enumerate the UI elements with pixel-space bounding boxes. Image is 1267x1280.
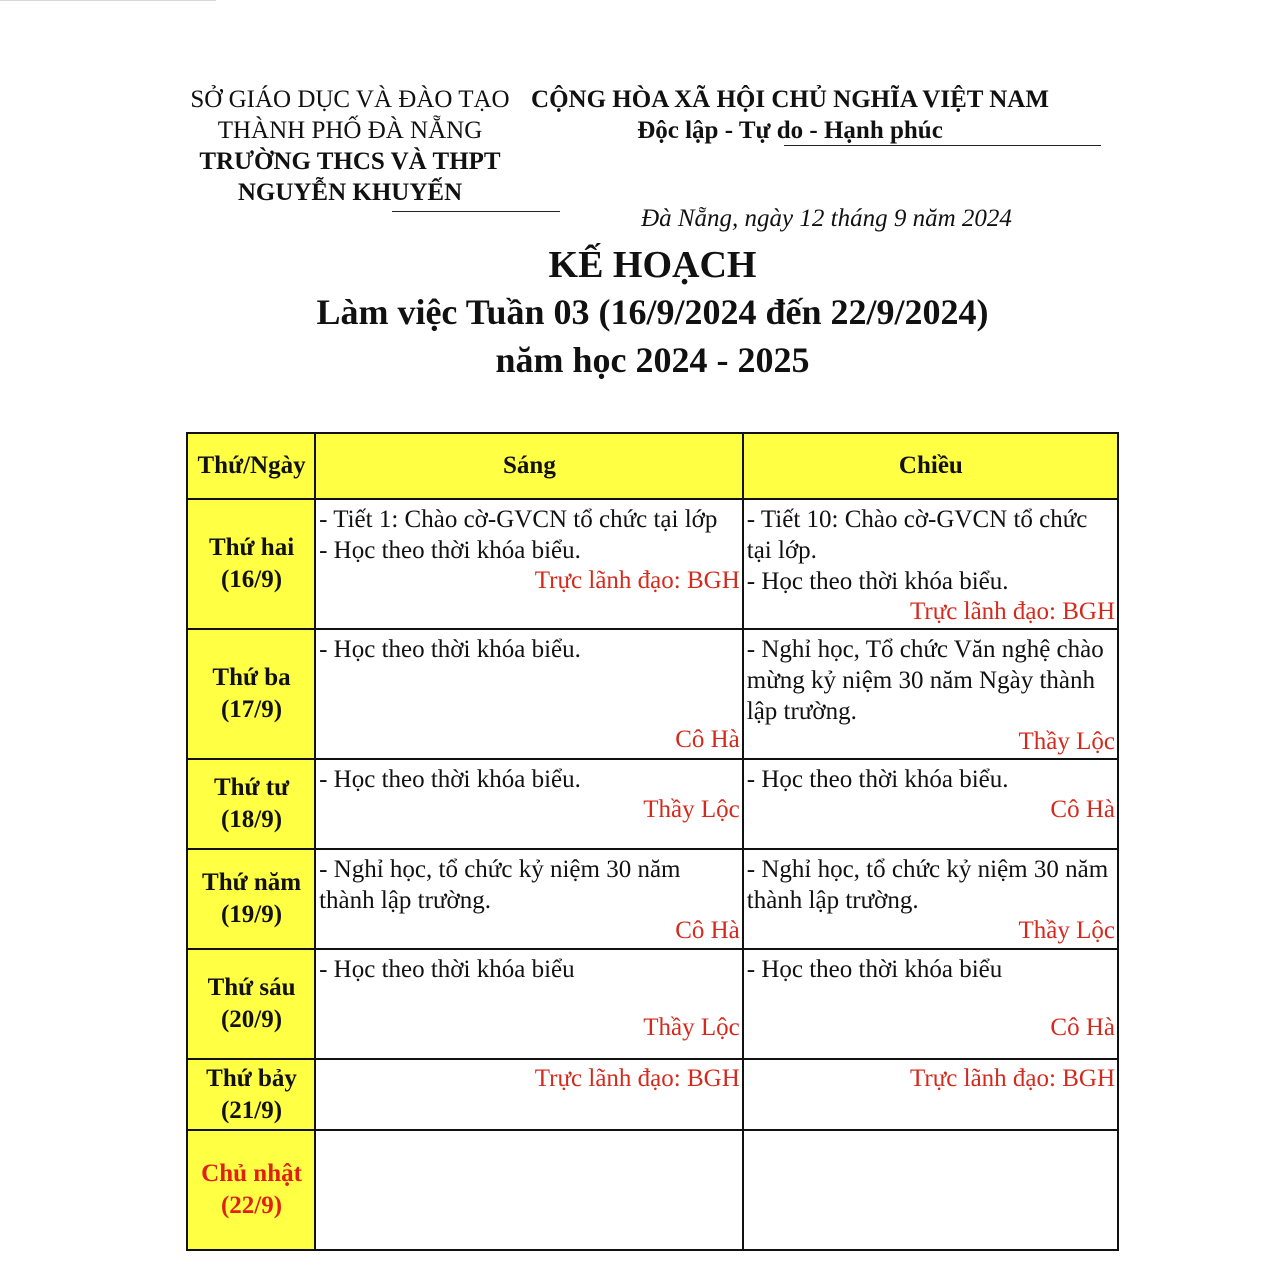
morning-activity: - Học theo thời khóa biểu bbox=[319, 956, 575, 983]
table-header-row bbox=[187, 433, 1118, 499]
table-row bbox=[187, 759, 1118, 849]
afternoon-activity: - Tiết 10: Chào cờ-GVCN tổ chức tại lớp. bbox=[746, 506, 1088, 564]
day-cell bbox=[187, 949, 315, 1059]
morning-duty-person: Trực lãnh đạo: BGH bbox=[534, 567, 740, 594]
title-school-year: năm học 2024 - 2025 bbox=[495, 340, 810, 380]
morning-duty-person: Cô Hà bbox=[675, 917, 740, 944]
header-day: Thứ/Ngày bbox=[187, 433, 315, 499]
afternoon-cell bbox=[743, 849, 1118, 949]
table-row bbox=[187, 949, 1118, 1059]
afternoon-cell bbox=[743, 759, 1118, 849]
day-name: Chủ nhật bbox=[201, 1160, 302, 1187]
day-name: Thứ bảy bbox=[206, 1064, 297, 1092]
day-date: (19/9) bbox=[220, 901, 283, 928]
day-cell bbox=[187, 1130, 315, 1250]
day-name: Thứ tư bbox=[213, 774, 290, 801]
morning-activity: - Học theo thời khóa biểu. bbox=[319, 537, 581, 564]
afternoon-duty-person: Cô Hà bbox=[1050, 796, 1115, 823]
issuer-block bbox=[150, 84, 550, 208]
afternoon-duty-person: Cô Hà bbox=[1050, 1014, 1115, 1041]
table-row bbox=[187, 1130, 1118, 1250]
afternoon-activity: - Học theo thời khóa biểu. bbox=[746, 766, 1009, 793]
morning-cell bbox=[315, 1130, 743, 1250]
weekly-schedule-table bbox=[186, 432, 1119, 1251]
document-date: Đà Nẵng, ngày 12 tháng 9 năm 2024 bbox=[641, 205, 1012, 232]
morning-cell bbox=[315, 949, 743, 1059]
afternoon-duty-person: Trực lãnh đạo: BGH bbox=[910, 1065, 1115, 1092]
table-row bbox=[187, 849, 1118, 949]
day-date: (18/9) bbox=[220, 806, 283, 833]
school-name-line2: NGUYỄN KHUYẾN bbox=[237, 179, 463, 206]
morning-activity: - Học theo thời khóa biểu. bbox=[319, 766, 581, 793]
day-cell bbox=[187, 759, 315, 849]
morning-cell bbox=[315, 1059, 743, 1130]
day-date: (16/9) bbox=[220, 566, 283, 593]
table-row bbox=[187, 629, 1118, 759]
day-name: Thứ ba bbox=[212, 664, 291, 691]
afternoon-duty-person: Thầy Lộc bbox=[1018, 917, 1115, 944]
day-name: Thứ sáu bbox=[207, 974, 296, 1001]
issuer-city: THÀNH PHỐ ĐÀ NẴNG bbox=[217, 117, 483, 144]
table-row bbox=[187, 1059, 1118, 1130]
day-name: Thứ năm bbox=[202, 869, 302, 896]
afternoon-cell bbox=[743, 629, 1118, 759]
day-cell bbox=[187, 499, 315, 629]
afternoon-activity: - Nghỉ học, Tổ chức Văn nghệ chào mừng kỷ niệm 30 năm Ngày thành lập trường. bbox=[746, 636, 1104, 725]
afternoon-cell bbox=[743, 1130, 1118, 1250]
country-name: CỘNG HÒA XÃ HỘI CHỦ NGHĨA VIỆT NAM bbox=[531, 86, 1049, 113]
title-main: KẾ HOẠCH bbox=[548, 244, 757, 286]
day-cell bbox=[187, 849, 315, 949]
morning-duty-person: Thầy Lộc bbox=[643, 796, 740, 823]
afternoon-cell bbox=[743, 499, 1118, 629]
day-cell bbox=[187, 1059, 315, 1130]
afternoon-activity: - Nghỉ học, tổ chức kỷ niệm 30 năm thành lập trường. bbox=[746, 856, 1109, 914]
day-date: (21/9) bbox=[220, 1096, 283, 1124]
school-name-line1: TRƯỜNG THCS VÀ THPT bbox=[199, 148, 501, 175]
day-cell bbox=[187, 629, 315, 759]
morning-duty-person: Trực lãnh đạo: BGH bbox=[534, 1065, 740, 1092]
scan-edge-line bbox=[0, 0, 216, 1]
morning-cell bbox=[315, 629, 743, 759]
day-name: Thứ hai bbox=[208, 534, 295, 561]
afternoon-cell bbox=[743, 949, 1118, 1059]
afternoon-cell bbox=[743, 1059, 1118, 1130]
day-date: (20/9) bbox=[220, 1006, 283, 1033]
header-afternoon: Chiều bbox=[743, 433, 1118, 499]
morning-activity: - Nghỉ học, tổ chức kỷ niệm 30 năm thành lập trường. bbox=[319, 856, 681, 914]
afternoon-activity: - Học theo thời khóa biểu. bbox=[746, 568, 1009, 595]
issuer-department: SỞ GIÁO DỤC VÀ ĐÀO TẠO bbox=[190, 86, 510, 113]
morning-duty-person: Thầy Lộc bbox=[643, 1014, 740, 1041]
day-date: (22/9) bbox=[220, 1192, 283, 1219]
morning-cell bbox=[315, 759, 743, 849]
motto-underline bbox=[784, 145, 1101, 146]
afternoon-activity: - Học theo thời khóa biểu bbox=[746, 956, 1003, 983]
issuer-underline bbox=[392, 211, 560, 212]
table-row bbox=[187, 499, 1118, 629]
morning-cell bbox=[315, 849, 743, 949]
header-morning: Sáng bbox=[315, 433, 743, 499]
day-date: (17/9) bbox=[220, 696, 283, 723]
morning-activity: - Tiết 1: Chào cờ-GVCN tổ chức tại lớp bbox=[319, 506, 718, 533]
morning-duty-person: Cô Hà bbox=[675, 726, 740, 753]
morning-activity: - Học theo thời khóa biểu. bbox=[319, 636, 581, 663]
afternoon-duty-person: Trực lãnh đạo: BGH bbox=[910, 598, 1115, 625]
afternoon-duty-person: Thầy Lộc bbox=[1018, 728, 1115, 755]
morning-cell bbox=[315, 499, 743, 629]
document-title bbox=[0, 242, 1267, 384]
title-week: Làm việc Tuần 03 (16/9/2024 đến 22/9/2024) bbox=[316, 292, 989, 332]
national-motto: Độc lập - Tự do - Hạnh phúc bbox=[637, 117, 943, 144]
national-motto-block bbox=[500, 84, 1080, 146]
